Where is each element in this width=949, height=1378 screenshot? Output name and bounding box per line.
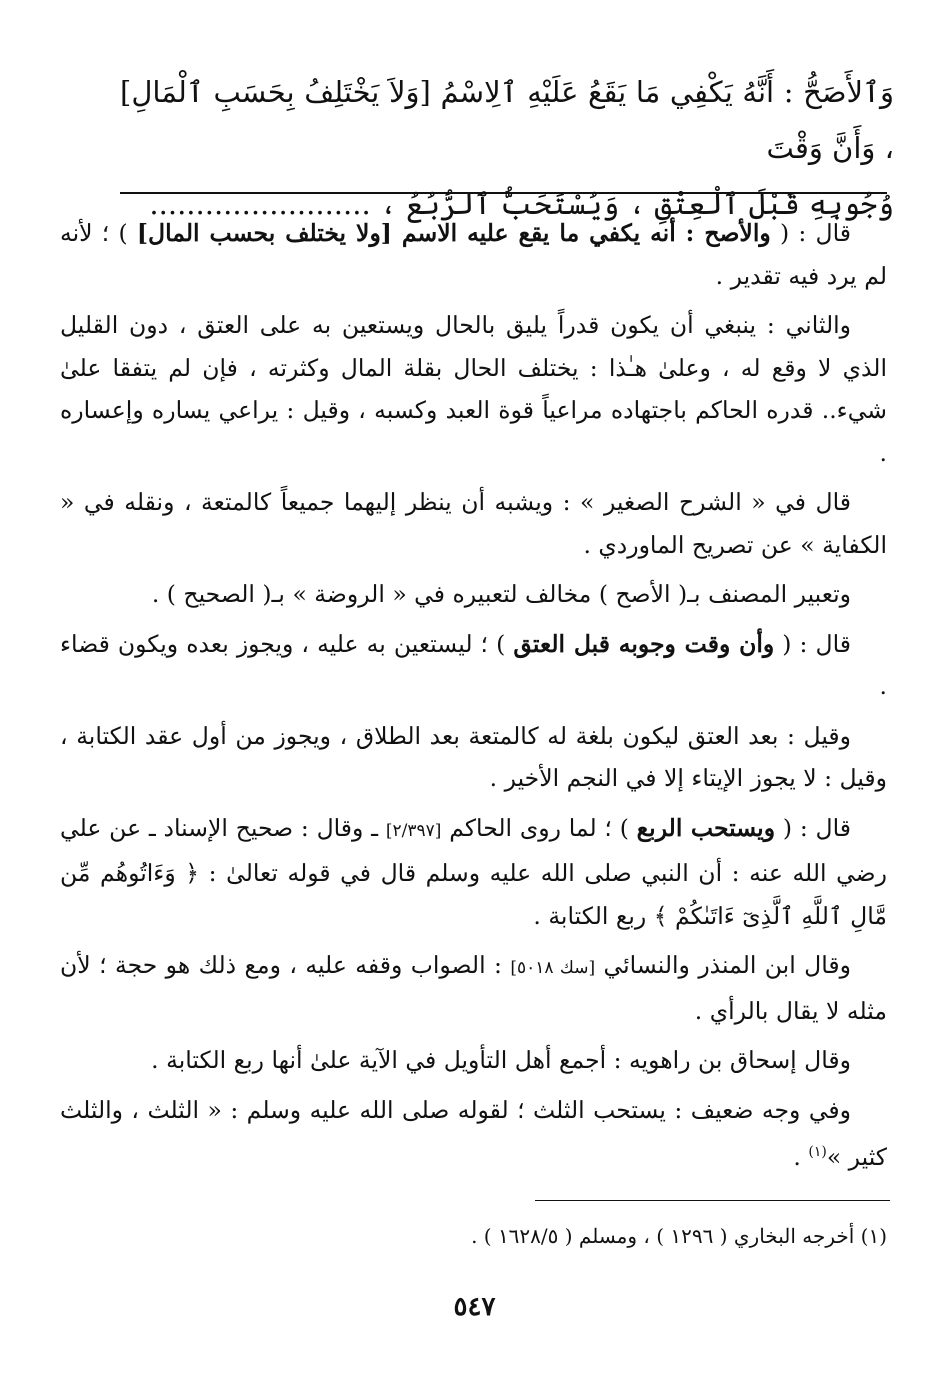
source-reference: [سك ٥٠١٨] — [510, 958, 596, 978]
matn-line-2-text: وُجُوبِهِ قَبْلَ ٱلْعِتْقِ ، وَيُسْتَحَبُّ ٱلرُّبُعُ ، — [379, 187, 894, 221]
quoted-matn: ويستحب الربع — [636, 813, 776, 842]
paragraph-text: وقال ابن المنذر والنسائي — [595, 951, 851, 979]
footnote-separator — [535, 1200, 890, 1201]
matn-separator — [120, 192, 887, 194]
footnote: (١) أخرجه البخاري ( ١٢٩٦ ) ، ومسلم ( ١٦٢٨/٥ ) . — [471, 1224, 887, 1248]
footnote-marker: (١) — [808, 1144, 827, 1160]
paragraph-1 — [60, 212, 887, 297]
paragraph-text: وفي وجه ضعيف : يستحب الثلث ؛ لقوله صلى الله عليه وسلم : « الثلث ، والثلث كثير » — [60, 1095, 887, 1171]
commentary-body — [60, 212, 887, 1185]
paragraph-7 — [60, 807, 887, 938]
paragraph-10 — [60, 1089, 887, 1179]
matn-dots: ........................ — [149, 187, 371, 221]
paragraph-text: : الصواب وقفه عليه ، ومع ذلك هو حجة ؛ لأن مثله لا يقال بالرأي . — [60, 951, 887, 1025]
source-reference: [٢/٣٩٧] — [385, 820, 442, 841]
matn-text — [120, 64, 894, 232]
paragraph-2: والثاني : ينبغي أن يكون قدراً يليق بالحال ويستعين به على العتق ، دون القليل الذي لا وقع له ، وعلىٰ هـٰذا : يختلف الحال بقلة المال وكثرته ، فإن لم يتفقا علىٰ شيء.. قدره الحاكم باجتهاده مراعياً قوة العبد وكسبه ، وقيل : يراعي يساره وإعساره . — [60, 311, 887, 467]
quoted-matn: وأن وقت وجوبه قبل العتق — [513, 629, 775, 658]
paragraph-9: وقال إسحاق بن راهويه : أجمع أهل التأويل في الآية علىٰ أنها ربع الكتابة . — [151, 1046, 851, 1074]
paragraph-4: وتعبير المصنف بـ( الأصح ) مخالف لتعبيره في « الروضة » بـ( الصحيح ) . — [151, 580, 851, 608]
paragraph-8 — [60, 944, 887, 1032]
quote-intro: قال : ( — [770, 219, 851, 247]
page-number: ٥٤٧ — [453, 1292, 496, 1322]
paragraph-text: ) ؛ لأنه لم يرد فيه تقدير . — [60, 219, 887, 290]
quoted-matn: والأصح : أنه يكفي ما يقع عليه الاسم [ولا يختلف بحسب المال] — [136, 219, 771, 247]
quote-intro: قال : ( — [775, 813, 851, 842]
paragraph-text: ) ؛ ليستعين به عليه ، ويجوز بعده ويكون قضاء . — [60, 629, 887, 700]
paragraph-text: ـ وقال : صحيح الإسناد ـ عن علي رضي الله عنه : أن النبي صلى الله عليه وسلم قال في قوله تعالىٰ : ﴿ وَءَاتُوهُم مِّن مَّالِ ٱللَّهِ ٱلَّذِىٓ ءَاتَىٰكُمْ ﴾ ربع الكتابة . — [60, 813, 887, 930]
paragraph-text: ) ؛ لما روى الحاكم — [441, 813, 637, 842]
quote-intro: قال : ( — [774, 629, 851, 658]
paragraph-6: وقيل : بعد العتق ليكون بلغة له كالمتعة بعد الطلاق ، ويجوز من أول عقد الكتابة ، وقيل : لا يجوز الإيتاء إلا في النجم الأخير . — [60, 721, 887, 792]
paragraph-3: قال في « الشرح الصغير » : ويشبه أن ينظر إليهما جميعاً كالمتعة ، ونقله في « الكفاية » عن تصريح الماوردي . — [60, 488, 887, 559]
paragraph-text: . — [793, 1142, 809, 1171]
paragraph-5 — [60, 623, 887, 708]
matn-line-1: وَٱلأَصَحُّ : أَنَّهُ يَكْفِي مَا يَقَعُ عَلَيْهِ ٱلِاسْمُ [وَلاَ يَخْتَلِفُ بِحَسَبِ ٱلْمَالِ] ، وَأَنَّ وَقْتَ — [120, 75, 894, 165]
